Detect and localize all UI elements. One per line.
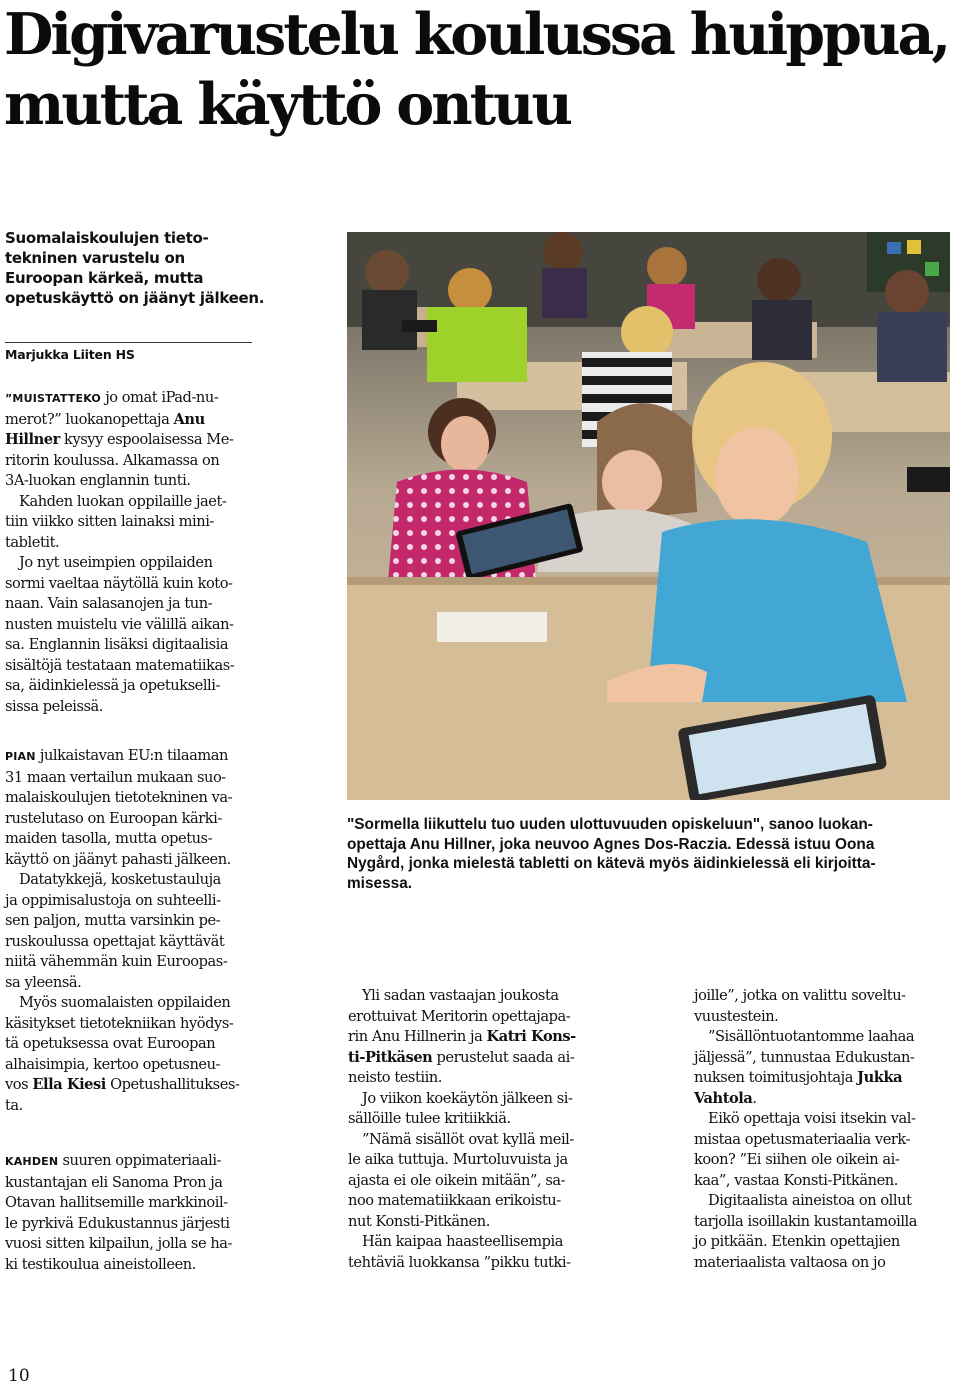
headline-line-2: mutta käyttö ontuu	[4, 71, 570, 138]
article-column-1	[5, 388, 260, 717]
photo-caption	[347, 815, 952, 893]
paragraph: Hän kaipaa haasteellisempia tehtäviä luokkansa ”pikku tutki-	[348, 1233, 571, 1271]
article-column-1-end	[5, 1151, 260, 1275]
caption-line: "Sormella liikuttelu tuo uuden ulottuvuuden opiskeluun", sanoo luokan-	[347, 816, 873, 833]
article-column-3	[694, 986, 952, 1273]
article-column-1-continued	[5, 746, 260, 1116]
person-name: Anu	[173, 410, 205, 428]
caption-line: opettaja Anu Hillner, joka neuvoo Agnes Dos-Raczia. Edessä istuu Oona	[347, 835, 875, 853]
lead-line: tekninen varustelu on	[5, 249, 185, 267]
lead-paragraph	[5, 228, 265, 308]
byline-divider	[5, 342, 252, 343]
person-name: Hillner	[5, 431, 60, 448]
page-number: 10	[8, 1366, 30, 1386]
classroom-photo	[347, 232, 950, 800]
lead-line: Suomalaiskoulujen tieto-	[5, 229, 209, 247]
headline	[4, 0, 954, 140]
lead-line: Euroopan kärkeä, mutta	[5, 269, 204, 287]
run-in-caps: KAHDEN	[5, 1155, 59, 1168]
person-name: ti-Pitkäsen	[348, 1048, 433, 1066]
paragraph: Datatykkejä, kosketustauluja ja oppimisalustoja on suhteelli- sen paljon, mutta varsinkin pe- ruskoulussa opettajat käyttävät niitä vähemmän kuin Euroopas- sa yleensä.	[5, 871, 228, 991]
paragraph: Eikö opettaja voisi itsekin val- mistaa opetusmateriaalia verk- koon? ”Ei siihen ole oikein ai- kaa”, vastaa Konsti-Pitkänen.	[694, 1110, 916, 1189]
paragraph: Jo viikon koekäytön jälkeen si- sällöille tulee kritiikkiä.	[348, 1089, 573, 1127]
article-column-2	[348, 986, 608, 1273]
lead-line: opetuskäyttö on jäänyt jälkeen.	[5, 289, 265, 307]
caption-line: misessa.	[347, 874, 413, 892]
paragraph: PIAN julkaistavan EU:n tilaaman 31 maan vertailun mukaan suo- malaiskoulujen tietotekninen va- rustelutaso on Euroopan kärki- maiden tasolla, mutta opetus- käyttö on jäänyt pahasti jälkeen.	[5, 747, 233, 868]
paragraph: Jo nyt useimpien oppilaiden sormi vaeltaa näytöllä kuin koto- naan. Vain salasanojen ja tun- nusten muistelu vie välillä aikan- sa. Englannin lisäksi digitaalisia sisältöjä testataan matematiikas- sa, äidinkielessä ja opetukselli- sissa peleissä.	[5, 554, 235, 715]
paragraph: KAHDEN suuren oppimateriaali- kustantajan eli Sanoma Pron ja Otavan hallitsemille markkinoil- le pyrkivä Edukustannus järjesti vuosi sitten kilpailun, jolla se ha- ki testikoulua aineistolleen.	[5, 1152, 232, 1273]
person-name: Ella Kiesi	[32, 1076, 106, 1093]
headline-line-1: Digivarustelu koulussa huippua,	[4, 1, 949, 68]
caption-line: Nygård, jonka mielestä tabletti on kätevä myös äidinkielessä eli kirjoitta-	[347, 855, 876, 873]
person-name: Vahtola	[694, 1089, 753, 1107]
paragraph: Kahden luokan oppilaille jaet- tiin viikko sitten lainaksi mini- tabletit.	[5, 492, 227, 551]
paragraph: Myös suomalaisten oppilaiden käsitykset tietotekniikan hyödys- tä opetuksessa ovat Euroopan alhaisimpia, kertoo opetusneu- vos Ella Kiesi Opetushallitukses- ta.	[5, 994, 240, 1114]
run-in-caps: PIAN	[5, 750, 36, 763]
paragraph: ”Sisällöntuotantomme laahaa jäljessä”, tunnustaa Edukustan- nuksen toimitusjohtaja Jukka Vahtola.	[694, 1028, 915, 1107]
paragraph: joille”, jotka on valittu soveltu- vuustestein.	[694, 987, 906, 1025]
person-name: Jukka	[857, 1069, 903, 1086]
byline: Marjukka Liiten HS	[5, 347, 135, 362]
paragraph: ”Nämä sisällöt ovat kyllä meil- le aika tuttuja. Murtoluvuista ja ajasta ei ole oikein mitään”, sa- noo matematiikkaan erikoistu- nut Konsti-Pitkänen.	[348, 1130, 574, 1230]
paragraph: ”MUISTATTEKO jo omat iPad-nu- merot?” luokanopettaja Anu Hillner kysyy espoolaisessa Me- ritorin koulussa. Alkamassa on 3A-luokan englannin tunti.	[5, 389, 234, 489]
paragraph: Yli sadan vastaajan joukosta erottuivat Meritorin opettajapa- rin Anu Hillnerin ja Katri Kons- ti-Pitkäsen perustelut saada ai- neisto testiin.	[348, 987, 576, 1086]
run-in-caps: ”MUISTATTEKO	[5, 392, 101, 405]
paragraph: Digitaalista aineistoa on ollut tarjolla isoillakin kustantamoilla jo pitkään. Etenkin opettajien materiaalista valtaosa on jo	[694, 1192, 918, 1271]
person-name: Katri Kons-	[486, 1028, 576, 1045]
